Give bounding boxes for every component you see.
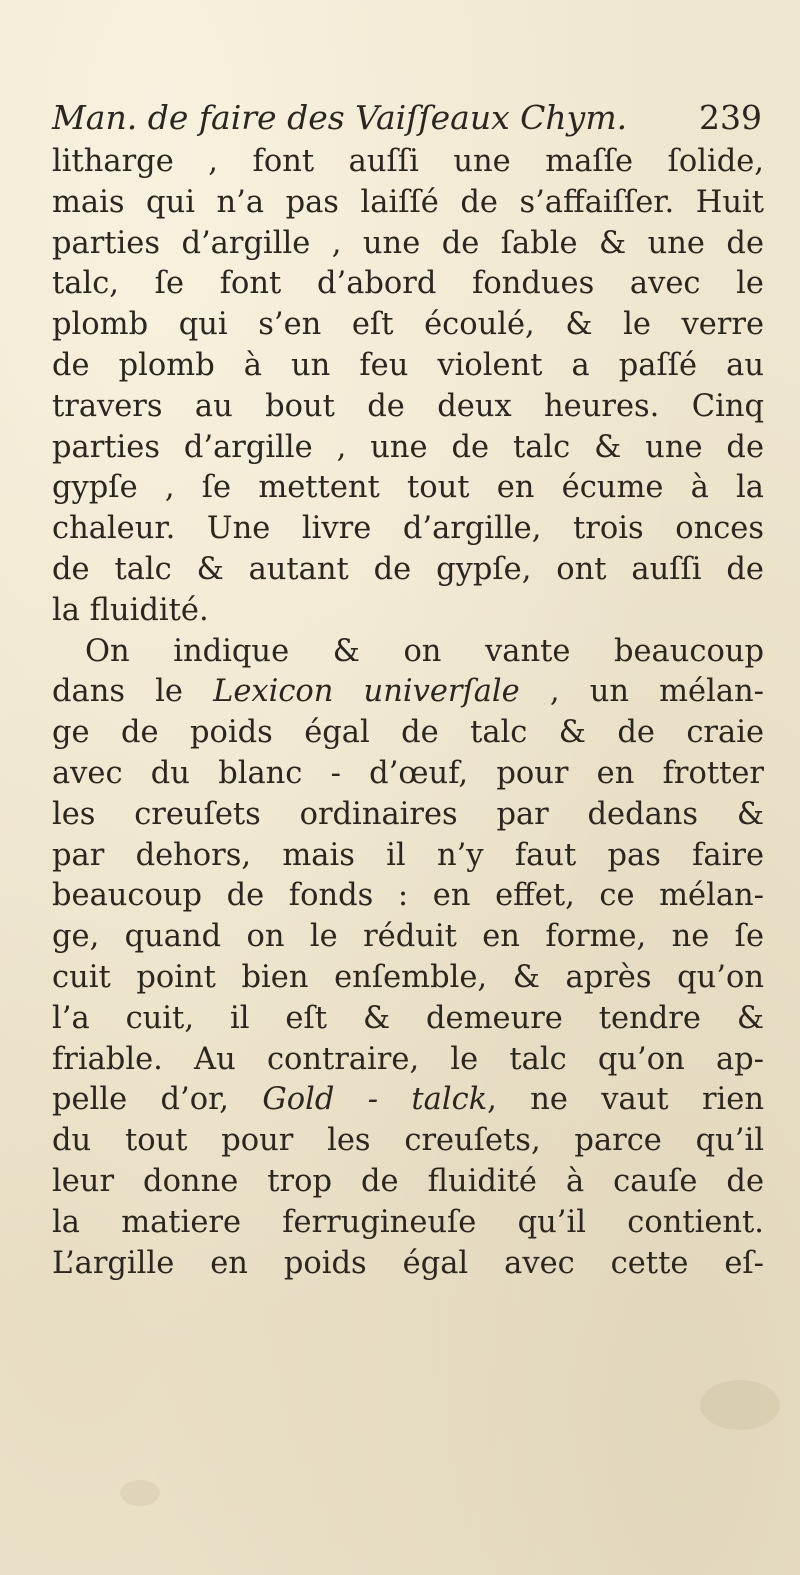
text-line: talc, ſe font d’abord fondues avec le (52, 266, 764, 302)
text-line: On indique & on vante beaucoup (85, 633, 764, 669)
text-line: gypſe , ſe mettent tout en écume à la (52, 470, 764, 506)
text-segment: , un mélan- (519, 674, 764, 710)
text-line: parties d’argille , une de talc & une de (52, 429, 764, 465)
text-segment: pelle d’or, (52, 1082, 263, 1118)
paper-stain (700, 1380, 780, 1430)
text-line: de plomb à un feu violent a paſſé au (52, 347, 764, 383)
text-line: leur donne trop de fluidité à cauſe de (52, 1163, 764, 1199)
text-line: ge de poids égal de talc & de craie (52, 715, 764, 751)
text-line: plomb qui s’en eſt écoulé, & le verre (52, 307, 764, 343)
text-line: friable. Au contraire, le talc qu’on ap- (52, 1041, 764, 1077)
text-line: travers au bout de deux heures. Cinq (52, 388, 764, 424)
text-line: avec du blanc - d’œuf, pour en frotter (52, 755, 764, 791)
text-line: du tout pour les creuſets, parce qu’il (52, 1123, 764, 1159)
body-text (52, 142, 764, 1284)
text-line: L’argille en poids égal avec cette eſ- (52, 1245, 764, 1281)
text-line: de talc & autant de gypſe, ont auſſi de (52, 551, 764, 587)
text-segment: dans le (52, 674, 214, 710)
text-line: ge, quand on le réduit en forme, ne ſe (52, 919, 764, 955)
text-line: la matiere ferrugineuſe qu’il contient. (52, 1204, 764, 1240)
text-line: litharge , font auſſi une maſſe ſolide, (52, 144, 764, 179)
text-line: beaucoup de fonds : en effet, ce mélan- (52, 878, 764, 914)
text-line: la fluidité. (52, 592, 209, 628)
text-line: l’a cuit, il eſt & demeure tendre & (52, 1000, 764, 1036)
text-line (52, 1080, 764, 1121)
page-number: 239 (699, 98, 762, 137)
text-line: cuit point bien enſemble, & après qu’on (52, 959, 764, 995)
text-line (52, 672, 764, 713)
italic-term: Gold - talck (262, 1082, 488, 1118)
text-line: mais qui n’a pas laiſſé de s’affaiſſer. Huit (52, 184, 764, 220)
italic-title: Lexicon univerſale (213, 674, 520, 710)
text-line: parties d’argille , une de ſable & une de (52, 225, 764, 261)
text-line: par dehors, mais il n’y faut pas faire (52, 837, 764, 873)
text-line: chaleur. Une livre d’argille, trois onces (52, 511, 764, 547)
running-header (52, 96, 762, 140)
text-line: les creuſets ordinaires par dedans & (52, 796, 764, 832)
running-title: Man. de faire des Vaiſſeaux Chym. (52, 98, 628, 137)
text-segment: , ne vaut rien (487, 1082, 764, 1118)
paper-stain (120, 1480, 160, 1506)
